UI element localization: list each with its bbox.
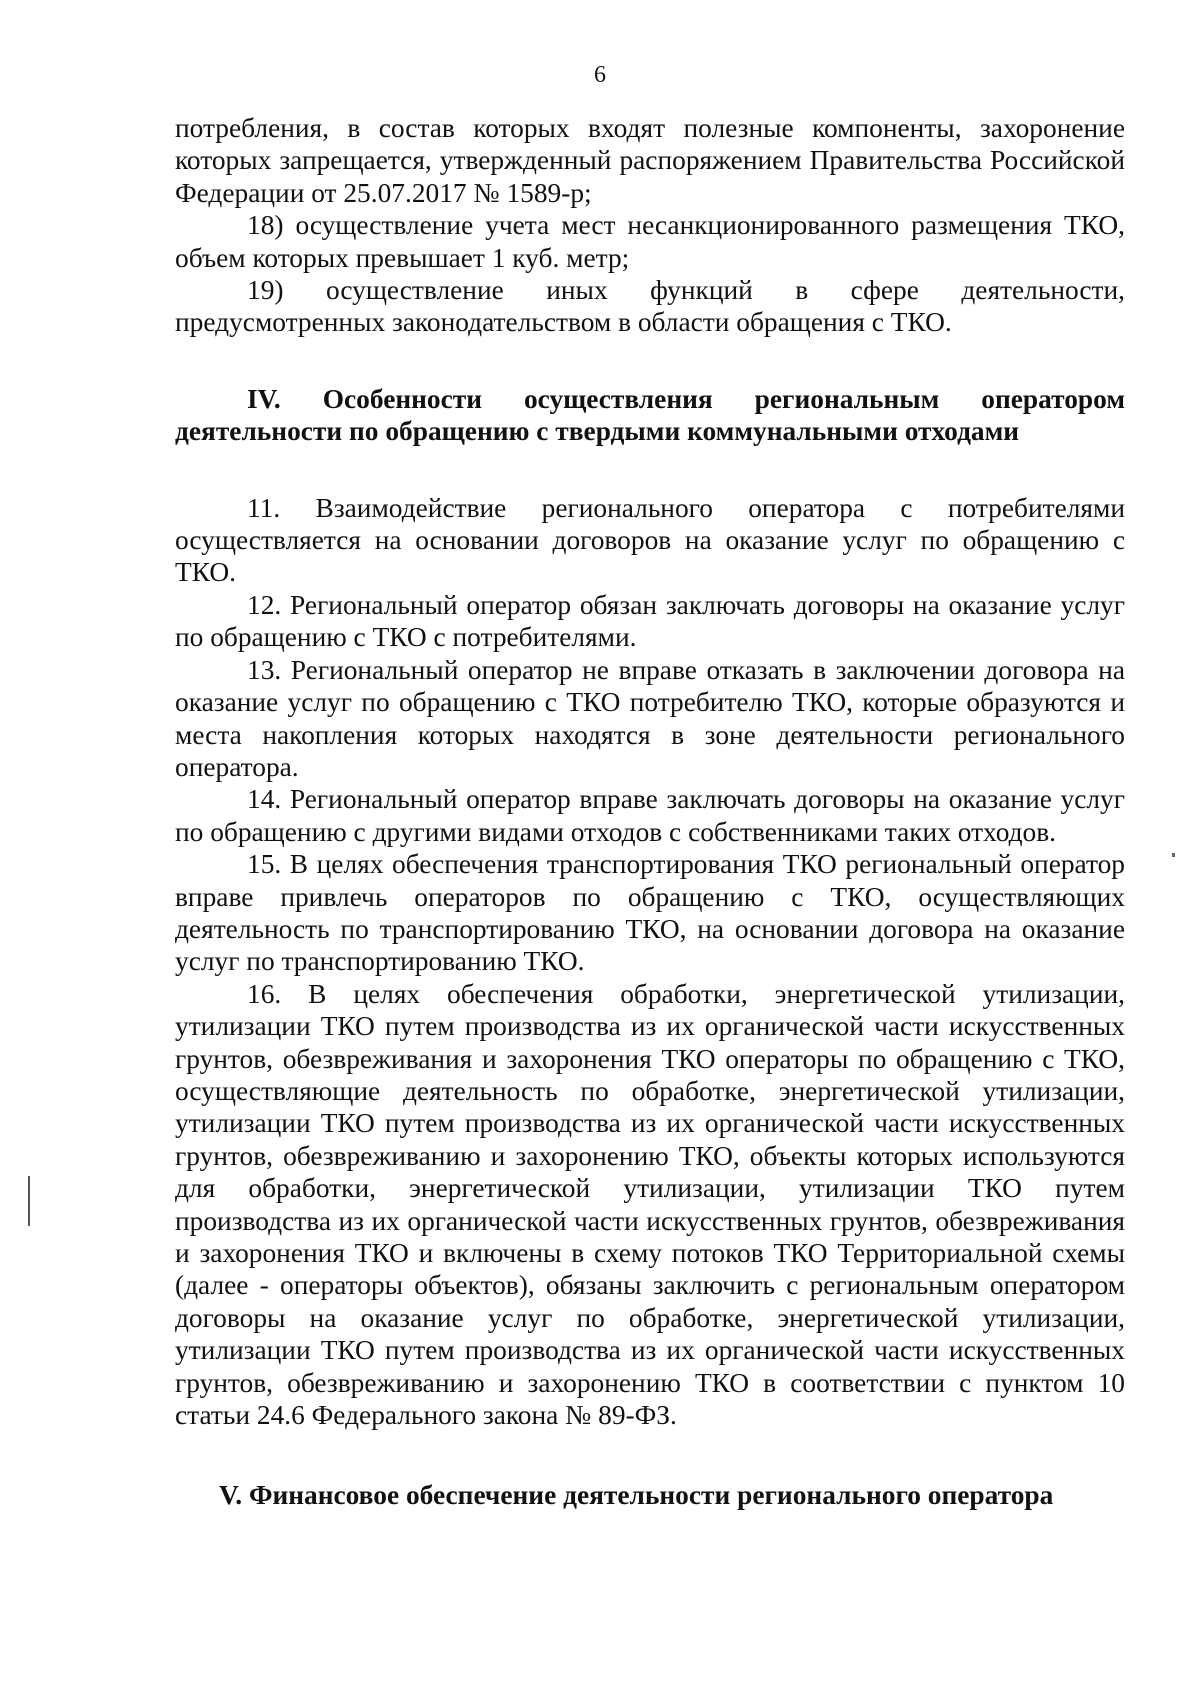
paragraph-item-18: 18) осуществление учета мест несанкционированного размещения ТКО, объем которых превышает 1 куб. метр; (175, 210, 1125, 273)
document-body (175, 112, 1125, 1512)
scan-artifact-dot (1172, 853, 1175, 857)
paragraph-13: 13. Региональный оператор не вправе отказать в заключении договора на оказание услуг по обращению с ТКО потребителю ТКО, которые образуются и места накопления которых находятся в зоне деятельности регионального оператора. (175, 654, 1125, 782)
section-heading-v: V. Финансовое обеспечение деятельности регионального оператора (219, 1480, 1054, 1511)
section-heading-iv: IV. Особенности осуществления региональным оператором деятельности по обращению с твердыми коммунальными отходами (175, 383, 1125, 447)
paragraph-11: 11. Взаимодействие регионального оператора с потребителями осуществляется на основании договоров на оказание услуг по обращению с ТКО. (175, 492, 1125, 588)
page-number: 6 (594, 62, 606, 88)
scan-artifact-line (28, 1176, 30, 1226)
paragraph-14: 14. Региональный оператор вправе заключать договоры на оказание услуг по обращению с другими видами отходов с собственниками таких отходов. (175, 784, 1125, 847)
paragraph-16: 16. В целях обеспечения обработки, энергетической утилизации, утилизации ТКО путем производства из их органической части искусственных грунтов, обезвреживания и захоронения ТКО операторы по обращению с ТКО, осуществляющие деятельность по обработке, энергетической утилизации, утилизации ТКО путем производства из их органической части искусственных грунтов, обезвреживанию и захоронению ТКО, объекты которых используются для обработки, энергетической утилизации, утилизации ТКО путем производства из их органической части искусственных грунтов, обезвреживания и захоронения ТКО и включены в схему потоков ТКО Территориальной схемы (далее - операторы объектов), обязаны заключить с региональным оператором договоры на оказание услуг по обработке, энергетической утилизации, утилизации ТКО путем производства из их органической части искусственных грунтов, обезвреживанию и захоронению ТКО в соответствии с пунктом 10 статьи 24.6 Федерального закона № 89-ФЗ. (175, 978, 1125, 1431)
paragraph-item-19: 19) осуществление иных функций в сфере деятельности, предусмотренных законодательством в области обращения с ТКО. (175, 275, 1125, 338)
paragraph-12: 12. Региональный оператор обязан заключать договоры на оказание услуг по обращению с ТКО с потребителями. (175, 589, 1125, 653)
paragraph-continuation: потребления, в состав которых входят полезные компоненты, захоронение которых запрещается, утвержденный распоряжением Правительства Российской Федерации от 25.07.2017 № 1589-р; (175, 113, 1125, 208)
paragraph-15: 15. В целях обеспечения транспортирования ТКО региональный оператор вправе привлечь операторов по обращению с ТКО, осуществляющих деятельность по транспортированию ТКО, на основании договора на оказание услуг по транспортированию ТКО. (175, 849, 1125, 977)
